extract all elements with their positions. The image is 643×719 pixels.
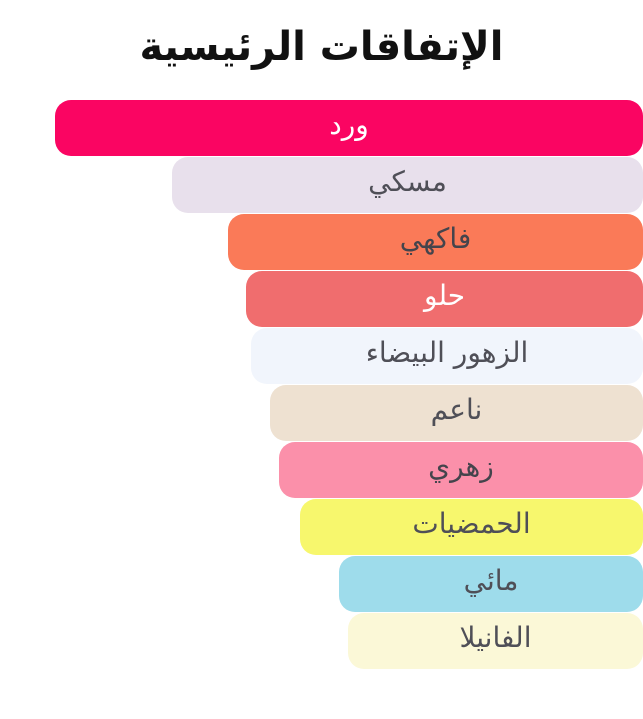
accord-bar-rose xyxy=(55,100,643,156)
accord-label-rose: ورد xyxy=(329,108,369,141)
accord-label-musky: مسكي xyxy=(368,165,447,198)
accord-bar-citrus xyxy=(300,499,643,555)
accord-bar-fruity xyxy=(228,214,643,270)
accord-label-aquatic: مائي xyxy=(463,564,519,597)
chart-title: الإتفاقات الرئيسية xyxy=(139,24,504,70)
accord-bar-aquatic xyxy=(339,556,643,612)
accord-bar-floral xyxy=(279,442,643,498)
accord-label-powdery: ناعم xyxy=(430,393,483,426)
accord-label-sweet: حلو xyxy=(423,279,466,312)
accord-bar-sweet xyxy=(246,271,643,327)
accord-label-citrus: الحمضيات xyxy=(412,507,531,540)
accord-label-vanilla: الفانيلا xyxy=(459,621,532,654)
accord-bar-white-flowers xyxy=(251,328,643,384)
accord-bar-powdery xyxy=(270,385,643,441)
accord-bar-musky xyxy=(172,157,643,213)
accord-label-white-flowers: الزهور البيضاء xyxy=(365,336,529,369)
accords-bar-chart xyxy=(28,100,643,669)
accord-bar-vanilla xyxy=(348,613,643,669)
accord-label-floral: زهري xyxy=(428,450,494,483)
accord-label-fruity: فاكهي xyxy=(399,222,472,255)
